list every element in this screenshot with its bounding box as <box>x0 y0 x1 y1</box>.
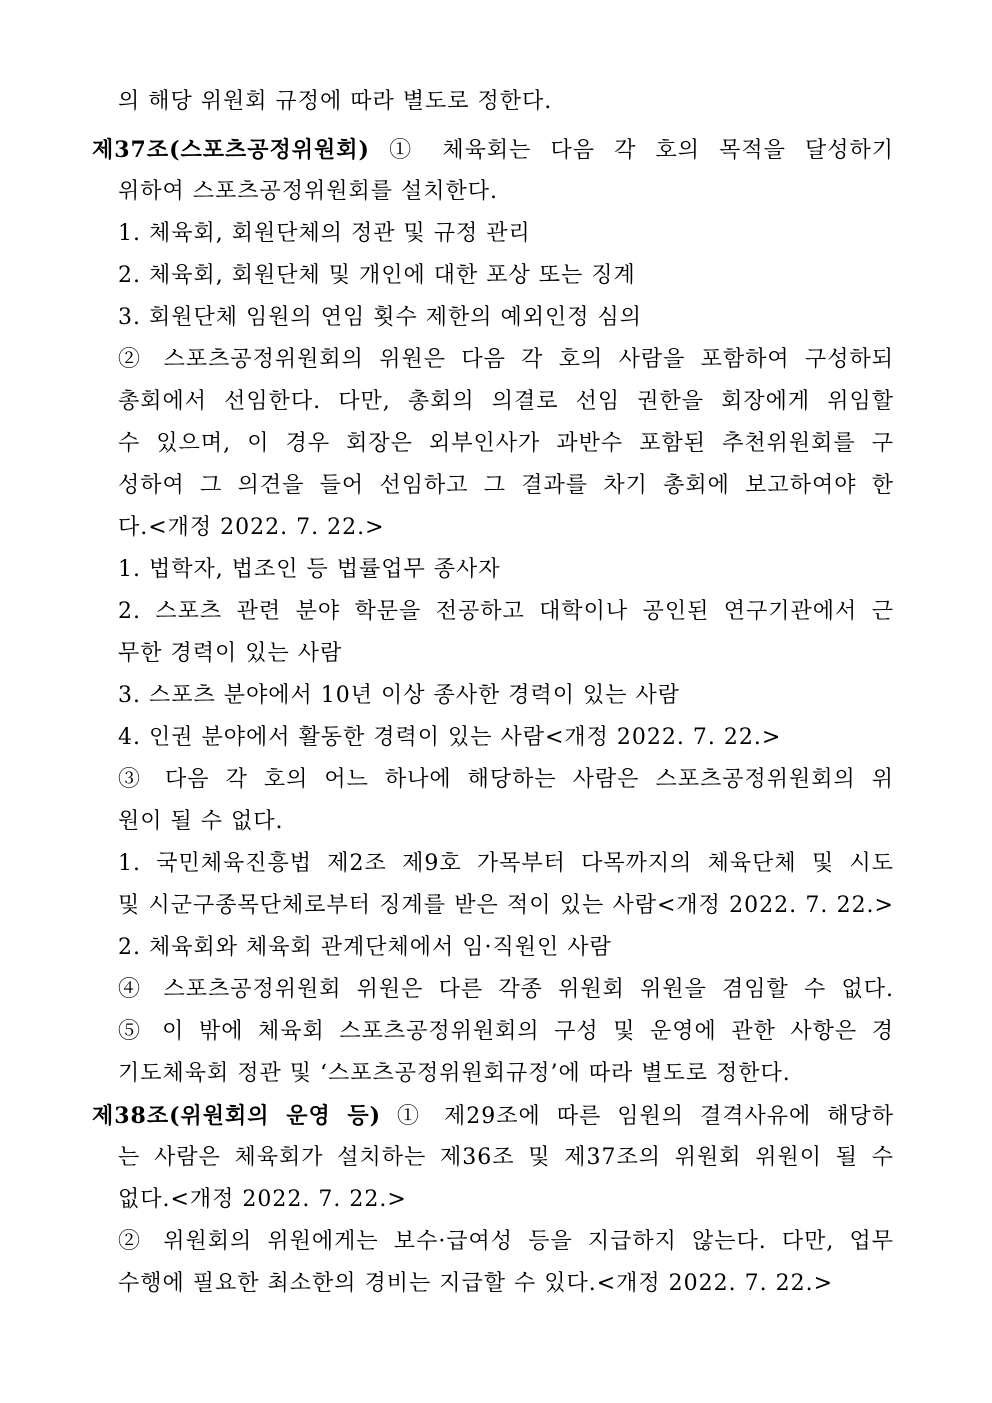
article-37-title: 제37조(스포츠공정위원회) <box>92 137 370 163</box>
text-line: 3. 스포츠 분야에서 10년 이상 종사한 경력이 있는 사람 <box>118 683 680 708</box>
text-line: ③ 다음 각 호의 어느 하나에 해당하는 사람은 스포츠공정위원회의 위 <box>118 767 894 792</box>
text-line: 수행에 필요한 최소한의 경비는 지급할 수 있다.<개정 2022. 7. 22.> <box>118 1271 834 1296</box>
text-line: ⑤ 이 밖에 체육회 스포츠공정위원회의 구성 및 운영에 관한 사항은 경 <box>118 1019 894 1044</box>
article-38-heading-line <box>92 1096 894 1136</box>
text-line: 성하여 그 의견을 들어 선임하고 그 결과를 차기 총회에 보고하여야 한 <box>118 473 894 498</box>
text-line: ① 제29조에 따른 임원의 결격사유에 해당하 <box>381 1104 894 1129</box>
text-line: 1. 체육회, 회원단체의 정관 및 규정 관리 <box>118 221 531 246</box>
text-line: 2. 체육회, 회원단체 및 개인에 대한 포상 또는 징계 <box>118 263 636 288</box>
article-37-heading-line <box>92 130 894 170</box>
text-line: 4. 인권 분야에서 활동한 경력이 있는 사람<개정 2022. 7. 22.> <box>118 725 782 750</box>
article-38-title: 제38조(위원회의 운영 등) <box>92 1103 382 1129</box>
text-line: 1. 법학자, 법조인 등 법률업무 종사자 <box>118 557 501 582</box>
text-line: 다.<개정 2022. 7. 22.> <box>118 515 385 540</box>
text-line: 수 있으며, 이 경우 회장은 외부인사가 과반수 포함된 추천위원회를 구 <box>118 431 894 456</box>
text-line: 없다.<개정 2022. 7. 22.> <box>118 1187 407 1212</box>
text-line: 및 시군구종목단체로부터 징계를 받은 적이 있는 사람<개정 2022. 7. 22.> <box>118 893 894 918</box>
text-line: 2. 스포츠 관련 분야 학문을 전공하고 대학이나 공인된 연구기관에서 근 <box>118 599 894 624</box>
text-line: ② 스포츠공정위원회의 위원은 다음 각 호의 사람을 포함하여 구성하되 <box>118 347 894 372</box>
text-line: 3. 회원단체 임원의 연임 횟수 제한의 예외인정 심의 <box>118 305 642 330</box>
text-line: 위하여 스포츠공정위원회를 설치한다. <box>118 179 499 204</box>
text-line: 는 사람은 체육회가 설치하는 제36조 및 제37조의 위원회 위원이 될 수 <box>118 1145 894 1170</box>
text-line: ④ 스포츠공정위원회 위원은 다른 각종 위원회 위원을 겸임할 수 없다. <box>118 977 894 1002</box>
text-line: 2. 체육회와 체육회 관계단체에서 임·직원인 사람 <box>118 935 612 960</box>
text-line: ② 위원회의 위원에게는 보수·급여성 등을 지급하지 않는다. 다만, 업무 <box>118 1229 894 1254</box>
text-line: 무한 경력이 있는 사람 <box>118 641 343 666</box>
text-line: 원이 될 수 없다. <box>118 809 284 834</box>
text-line: 총회에서 선임한다. 다만, 총회의 의결로 선임 권한을 회장에게 위임할 <box>118 389 894 414</box>
text-line: 기도체육회 정관 및 ‘스포츠공정위원회규정’에 따라 별도로 정한다. <box>118 1061 791 1086</box>
text-line: 의 해당 위원회 규정에 따라 별도로 정한다. <box>118 89 553 114</box>
text-line: 1. 국민체육진흥법 제2조 제9호 가목부터 다목까지의 체육단체 및 시도 <box>118 851 894 876</box>
text-line: ① 체육회는 다음 각 호의 목적을 달성하기 <box>369 138 894 163</box>
